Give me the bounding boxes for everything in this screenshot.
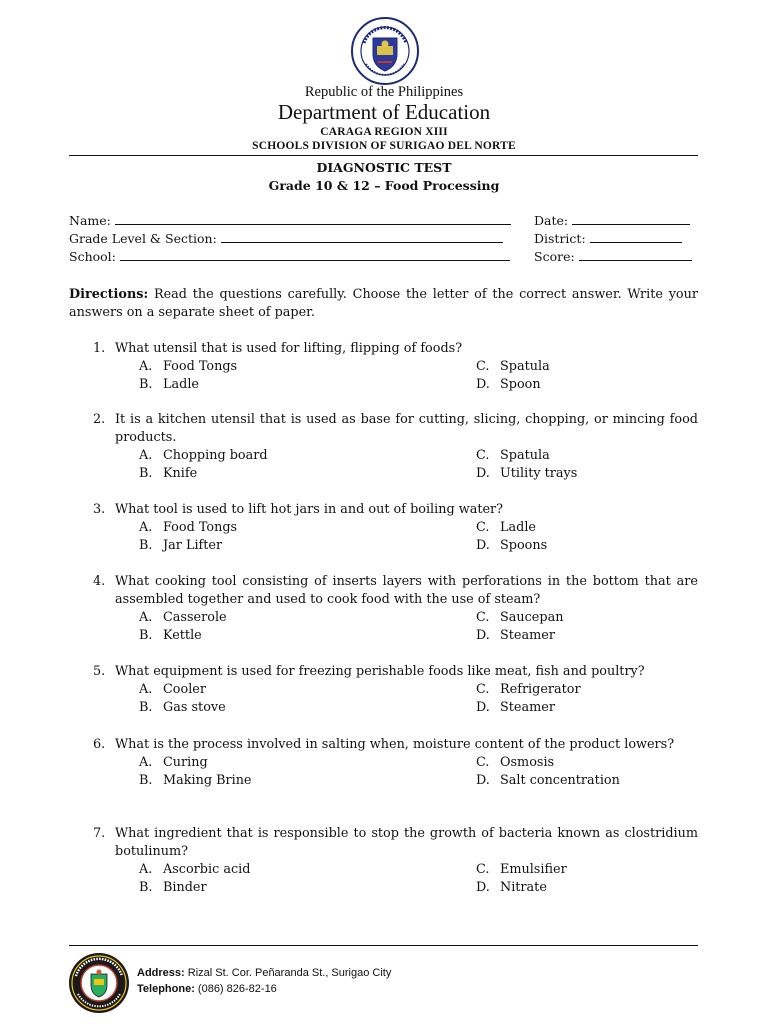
grade-section-blank[interactable] [221, 231, 503, 243]
question-4 [69, 573, 698, 645]
division-seal-icon [68, 952, 130, 1014]
department-heading: Department of Education [277, 100, 491, 124]
option-text: Saucepan [500, 610, 564, 625]
option-a[interactable] [139, 754, 208, 772]
date-label: Date: [534, 213, 569, 228]
footer-contact [137, 965, 391, 997]
question-number: 4. [93, 574, 106, 589]
option-text: Ascorbic acid [163, 862, 251, 877]
option-letter: B. [139, 700, 153, 715]
option-d[interactable] [476, 699, 555, 717]
option-letter: C. [476, 520, 490, 535]
option-letter: A. [139, 359, 153, 374]
option-letter: B. [139, 377, 153, 392]
option-letter: D. [476, 880, 490, 895]
option-text: Chopping board [163, 448, 268, 463]
option-letter: B. [139, 880, 153, 895]
option-text: Cooler [163, 682, 206, 697]
score-label: Score: [534, 249, 575, 264]
district-field[interactable] [534, 231, 682, 246]
option-letter: B. [139, 466, 153, 481]
option-text: Salt concentration [500, 773, 620, 788]
question-2 [69, 411, 698, 483]
option-c[interactable] [476, 861, 567, 879]
option-b[interactable] [139, 537, 222, 555]
school-label: School: [69, 249, 116, 264]
answer-options [69, 861, 698, 897]
option-text: Curing [163, 755, 208, 770]
option-letter: A. [139, 682, 153, 697]
question-6 [69, 736, 698, 790]
answer-options [69, 681, 698, 717]
option-b[interactable] [139, 627, 202, 645]
option-letter: C. [476, 755, 490, 770]
region-heading: CARAGA REGION XIII [320, 126, 448, 138]
option-letter: D. [476, 466, 490, 481]
question-3 [69, 501, 698, 555]
option-d[interactable] [476, 879, 547, 897]
question-stem: What utensil that is used for lifting, flipping of foods? [115, 341, 463, 356]
option-letter: A. [139, 520, 153, 535]
option-text: Steamer [500, 628, 555, 643]
question-stem: What ingredient that is responsible to stop the growth of bacteria known as clostridium botulinum? [115, 826, 698, 859]
option-b[interactable] [139, 699, 226, 717]
deped-seal-icon [350, 16, 420, 86]
header-divider [69, 155, 698, 156]
option-d[interactable] [476, 465, 577, 483]
option-d[interactable] [476, 376, 541, 394]
option-letter: C. [476, 610, 490, 625]
option-letter: A. [139, 755, 153, 770]
option-letter: C. [476, 682, 490, 697]
option-text: Spoons [500, 538, 548, 553]
option-a[interactable] [139, 519, 237, 537]
option-b[interactable] [139, 772, 252, 790]
question-number: 5. [93, 664, 106, 679]
option-text: Spatula [500, 448, 550, 463]
name-label: Name: [69, 213, 111, 228]
option-b[interactable] [139, 465, 197, 483]
name-blank[interactable] [115, 213, 511, 225]
question-number: 3. [93, 502, 106, 517]
option-letter: C. [476, 448, 490, 463]
question-1 [69, 340, 698, 394]
test-subtitle: Grade 10 & 12 – Food Processing [268, 178, 500, 193]
grade-section-field[interactable] [69, 231, 503, 246]
option-a[interactable] [139, 861, 250, 879]
option-c[interactable] [476, 358, 550, 376]
question-stem: What tool is used to lift hot jars in and out of boiling water? [115, 502, 504, 517]
republic-heading: Republic of the Philippines [304, 84, 464, 100]
question-number: 2. [93, 412, 106, 427]
question-number: 6. [93, 737, 106, 752]
option-text: Ladle [500, 520, 536, 535]
question-5 [69, 663, 698, 717]
answer-options [69, 447, 698, 483]
option-letter: D. [476, 628, 490, 643]
date-field[interactable] [534, 213, 690, 228]
answer-options [69, 754, 698, 790]
directions [69, 286, 698, 322]
option-letter: B. [139, 628, 153, 643]
option-letter: A. [139, 448, 153, 463]
option-text: Refrigerator [500, 682, 581, 697]
option-c[interactable] [476, 609, 563, 627]
option-c[interactable] [476, 754, 554, 772]
option-c[interactable] [476, 447, 550, 465]
district-label: District: [534, 231, 586, 246]
option-b[interactable] [139, 376, 199, 394]
option-letter: B. [139, 773, 153, 788]
telephone-value: (086) 826-82-16 [194, 983, 277, 995]
option-text: Spoon [500, 377, 541, 392]
question-number: 7. [93, 826, 106, 841]
address-line [137, 965, 391, 981]
address-label: Address: [137, 967, 185, 979]
telephone-line [137, 981, 391, 997]
option-text: Steamer [500, 700, 555, 715]
option-text: Emulsifier [500, 862, 567, 877]
question-stem: What equipment is used for freezing perishable foods like meat, fish and poultry? [115, 664, 645, 679]
date-blank[interactable] [572, 213, 690, 225]
option-b[interactable] [139, 879, 207, 897]
question-number: 1. [93, 341, 106, 356]
option-d[interactable] [476, 627, 555, 645]
option-text: Jar Lifter [163, 538, 223, 553]
option-d[interactable] [476, 772, 620, 790]
option-text: Making Brine [163, 773, 252, 788]
option-text: Nitrate [500, 880, 547, 895]
directions-text: Read the questions carefully. Choose the letter of the correct answer. Write your answers on a separate sheet of paper. [69, 287, 698, 320]
footer-divider [69, 945, 698, 946]
option-text: Binder [163, 880, 207, 895]
telephone-label: Telephone: [137, 983, 195, 995]
option-letter: A. [139, 862, 153, 877]
district-blank[interactable] [590, 231, 682, 243]
question-stem: It is a kitchen utensil that is used as base for cutting, slicing, chopping, or mincing food products. [115, 412, 698, 445]
option-text: Ladle [163, 377, 199, 392]
option-text: Kettle [163, 628, 202, 643]
option-text: Osmosis [500, 755, 555, 770]
score-field[interactable] [534, 249, 692, 264]
grade-section-label: Grade Level & Section: [69, 231, 217, 246]
option-text: Food Tongs [163, 359, 238, 374]
answer-options [69, 358, 698, 394]
option-a[interactable] [139, 681, 206, 699]
option-letter: D. [476, 538, 490, 553]
question-stem: What is the process involved in salting when, moisture content of the product lowers? [115, 737, 675, 752]
option-letter: B. [139, 538, 153, 553]
question-7 [69, 825, 698, 897]
option-text: Casserole [163, 610, 227, 625]
option-letter: C. [476, 359, 490, 374]
school-field[interactable] [69, 249, 510, 264]
option-text: Food Tongs [163, 520, 238, 535]
option-c[interactable] [476, 681, 581, 699]
answer-options [69, 519, 698, 555]
option-letter: D. [476, 773, 490, 788]
option-text: Utility trays [500, 466, 578, 481]
name-field[interactable] [69, 213, 511, 228]
test-title: DIAGNOSTIC TEST [316, 160, 452, 175]
option-letter: C. [476, 862, 490, 877]
option-a[interactable] [139, 358, 237, 376]
option-letter: D. [476, 700, 490, 715]
option-c[interactable] [476, 519, 536, 537]
option-letter: A. [139, 610, 153, 625]
school-blank[interactable] [120, 249, 510, 261]
address-value: Rizal St. Cor. Peñaranda St., Surigao City [184, 967, 392, 979]
question-stem: What cooking tool consisting of inserts layers with perforations in the bottom that are assembled together and used to cook food with the use of steam? [115, 574, 698, 607]
option-text: Knife [163, 466, 198, 481]
option-d[interactable] [476, 537, 547, 555]
division-heading: SCHOOLS DIVISION OF SURIGAO DEL NORTE [252, 140, 516, 152]
answer-options [69, 609, 698, 645]
option-text: Gas stove [163, 700, 226, 715]
option-a[interactable] [139, 609, 227, 627]
option-text: Spatula [500, 359, 550, 374]
option-letter: D. [476, 377, 490, 392]
score-blank[interactable] [579, 249, 692, 261]
directions-label: Directions: [69, 287, 149, 302]
option-a[interactable] [139, 447, 268, 465]
